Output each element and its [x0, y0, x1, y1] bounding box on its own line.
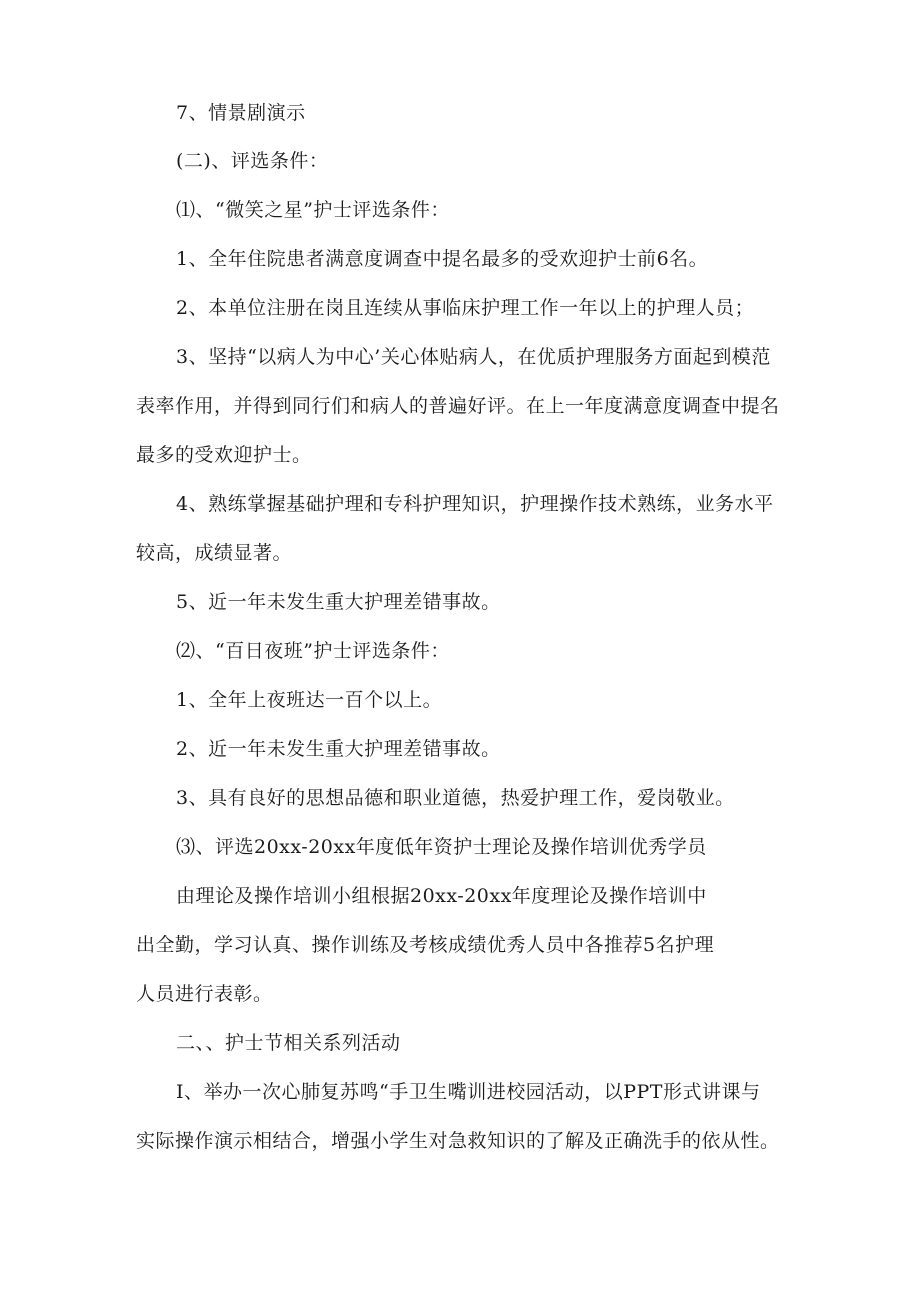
subsection-hundred-night-shifts-heading: ⑵、“百日夜班”护士评选条件：	[176, 640, 450, 662]
smile-star-criterion-3-line-2: 表率作用，并得到同行们和病人的普遍好评。在上一年度满意度调查中提名	[136, 395, 780, 417]
smile-star-criterion-1: 1、全年住院患者满意度调查中提名最多的受欢迎护士前6名。	[176, 248, 709, 270]
subsection-training-excellent-trainee: ⑶、评选20xx-20xx年度低年资护士理论及操作培训优秀学员	[176, 836, 707, 858]
smile-star-criterion-5: 5、近一年未发生重大护理差错事故。	[176, 591, 501, 613]
smile-star-criterion-3-line-1: 3、坚持“以病人为中心’关心体贴病人，在优质护理服务方面起到模范	[176, 346, 771, 368]
smile-star-criterion-4-line-1: 4、熟练掌握基础护理和专科护理知识，护理操作技术熟练，业务水平	[176, 493, 774, 515]
night-shift-criterion-2: 2、近一年未发生重大护理差错事故。	[176, 738, 501, 760]
training-paragraph-line-2: 出全勤，学习认真、操作训练及考核成绩优秀人员中各推荐5名护理	[136, 934, 715, 956]
training-paragraph-line-1: 由理论及操作培训小组根据20xx-20xx年度理论及操作培训中	[176, 885, 707, 907]
section-selection-criteria: (二)、评选条件：	[176, 150, 329, 172]
smile-star-criterion-3-line-3: 最多的受欢迎护士。	[136, 444, 312, 466]
item-7-scenario-drama: 7、情景剧演示	[176, 102, 306, 124]
activity-1-line-2: 实际操作演示相结合，增强小学生对急救知识的了解及正确洗手的依从性。	[136, 1130, 780, 1152]
smile-star-criterion-4-line-2: 较高，成绩显著。	[136, 542, 293, 564]
night-shift-criterion-3: 3、具有良好的思想品德和职业道德，热爱护理工作，爱岗敬业。	[176, 787, 735, 809]
subsection-smile-star-heading: ⑴、“微笑之星”护士评选条件：	[176, 199, 450, 221]
smile-star-criterion-2: 2、本单位注册在岗且连续从事临床护理工作一年以上的护理人员；	[176, 297, 755, 319]
section-nurses-day-activities: 二、、护士节相关系列活动	[176, 1032, 401, 1054]
night-shift-criterion-1: 1、全年上夜班达一百个以上。	[176, 689, 443, 711]
activity-1-line-1: I、举办一次心肺复苏鸣“手卫生嘴训进校园活动，以PPT形式讲课与	[176, 1081, 761, 1103]
training-paragraph-line-3: 人员进行表彰。	[136, 983, 273, 1005]
